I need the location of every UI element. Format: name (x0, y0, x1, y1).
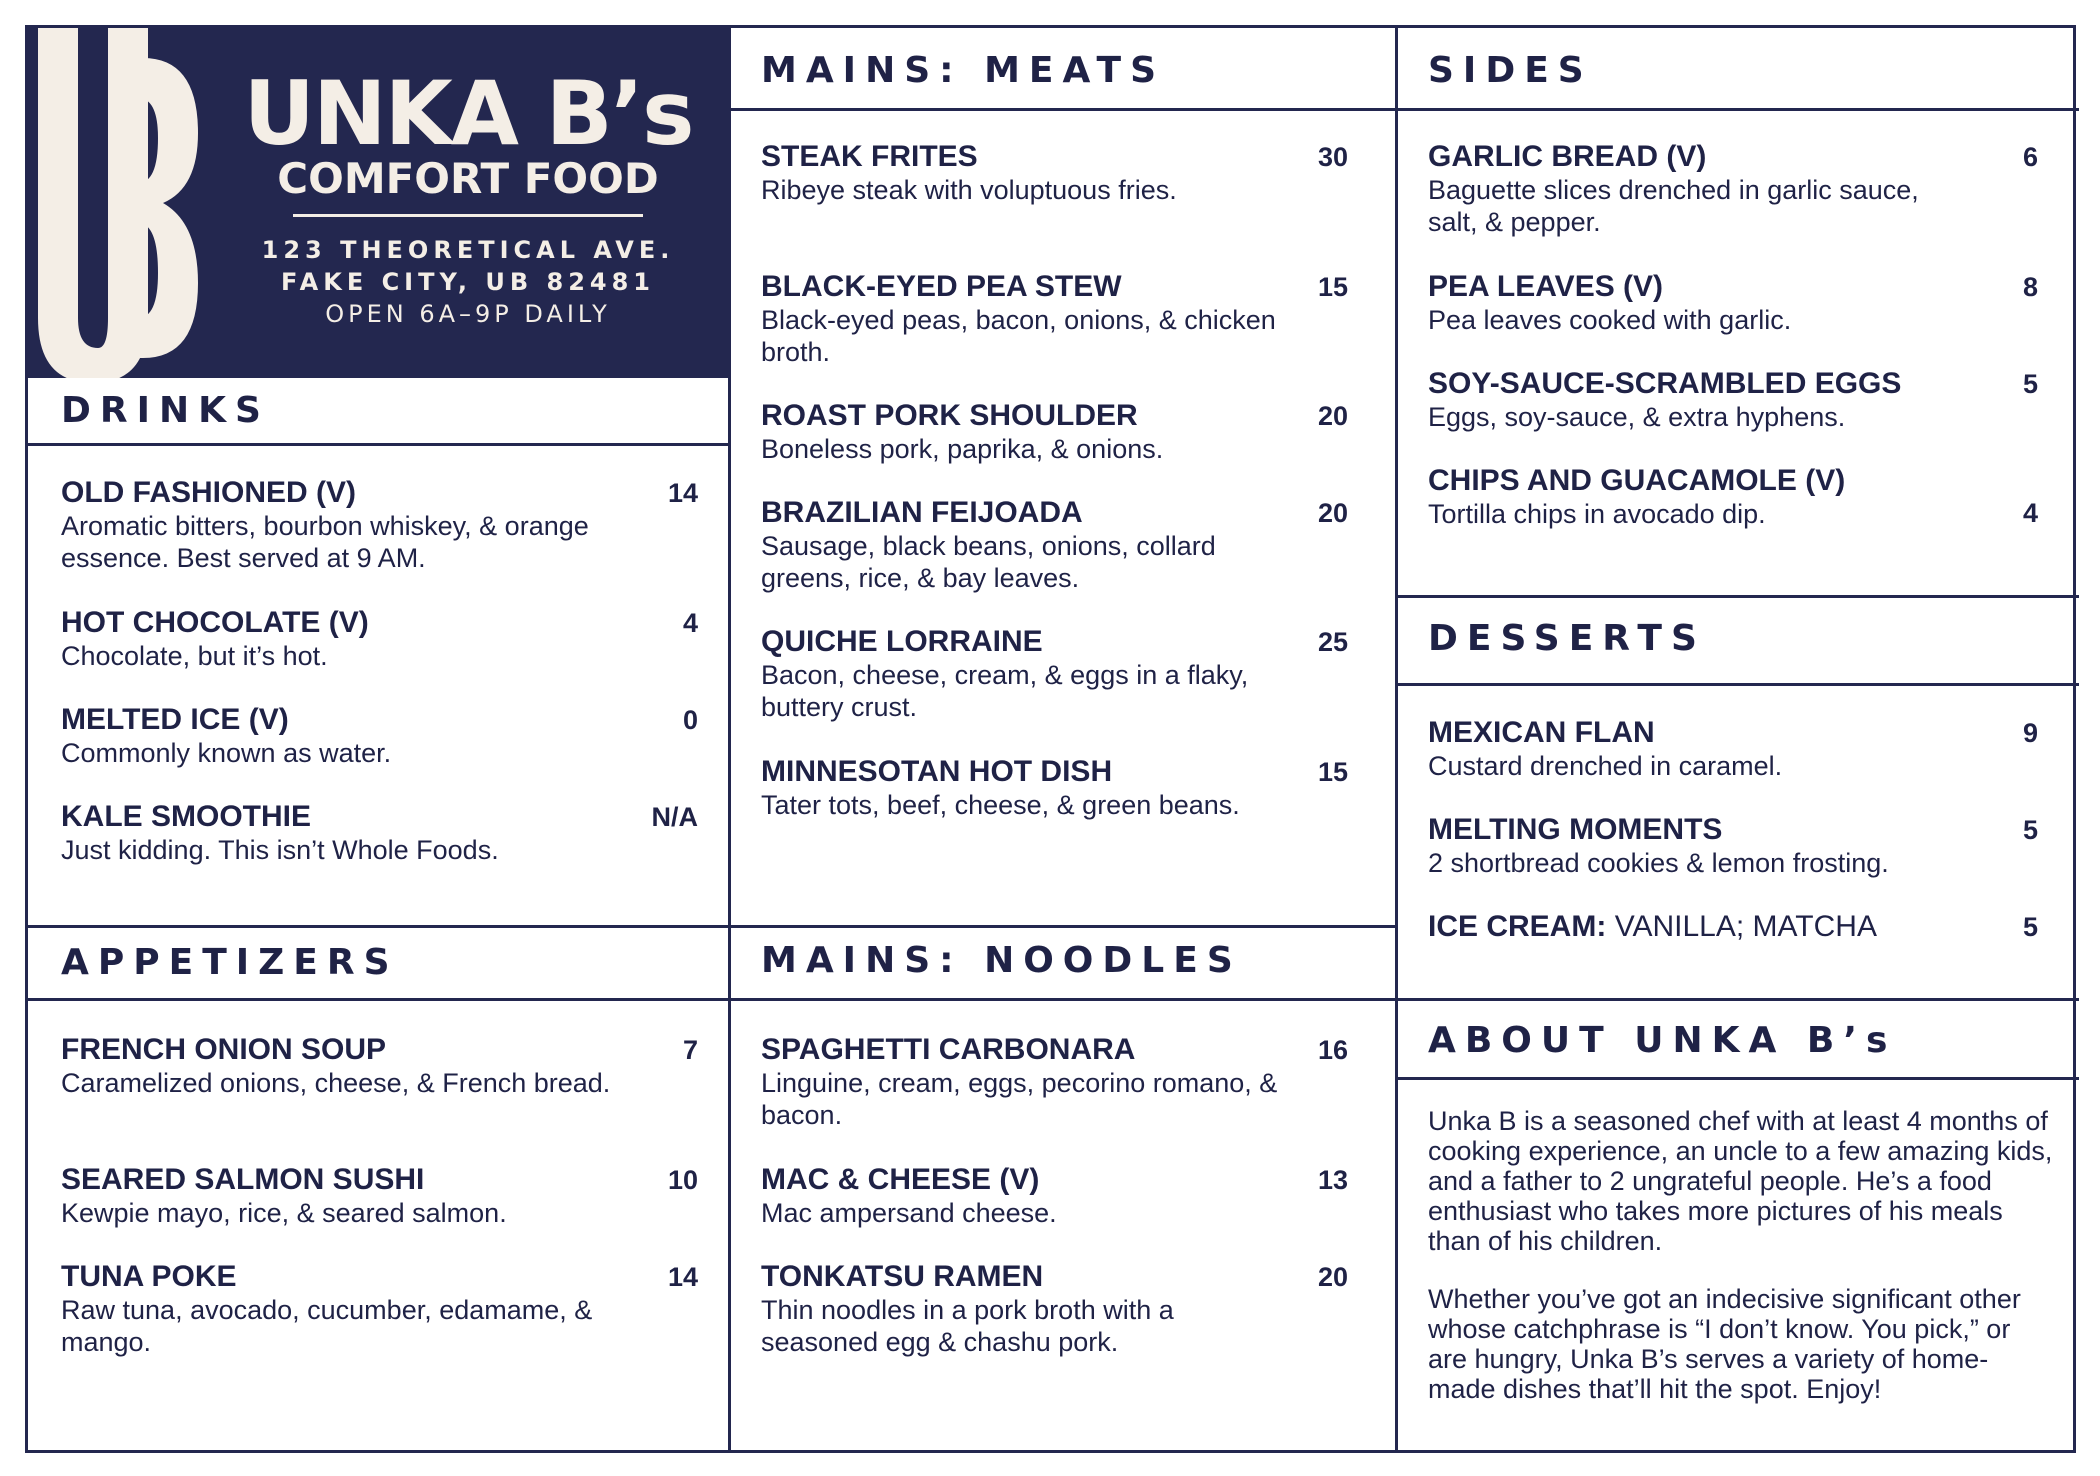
item-price: 5 (2022, 815, 2038, 845)
menu-item (761, 399, 1291, 465)
item-description: Thin noodles in a pork broth with a seasoned egg & chashu pork. (761, 1295, 1174, 1357)
item-name: SOY-SAUCE-SCRAMBLED EGGS (1428, 367, 1902, 400)
item-name: MELTING MOMENTS (1428, 813, 1723, 846)
menu-item (1428, 813, 1948, 879)
item-description: Tater tots, beef, cheese, & green beans. (761, 790, 1240, 820)
item-name: PEA LEAVES (V) (1428, 270, 1664, 303)
column-divider (728, 28, 731, 1450)
menu-item (61, 1163, 621, 1229)
menu-item (761, 140, 1291, 206)
item-name: FRENCH ONION SOUP (61, 1033, 387, 1066)
item-price: 15 (1317, 272, 1348, 302)
address-line-1: 123 THEORETICAL AVE. (261, 236, 675, 264)
item-price: 5 (2022, 369, 2038, 399)
item-description: Aromatic bitters, bourbon whiskey, & orange essence. Best served at 9 AM. (61, 511, 589, 573)
menu-item (61, 1260, 621, 1358)
item-description: Black-eyed peas, bacon, onions, & chicken broth. (761, 305, 1276, 367)
item-name: OLD FASHIONED (V) (61, 476, 357, 509)
menu-item (1428, 140, 1948, 238)
menu-item (761, 1163, 1291, 1229)
section-title-drinks: DRINKS (61, 390, 270, 431)
menu-item (1428, 270, 1948, 336)
item-description: Pea leaves cooked with garlic. (1428, 305, 1792, 335)
menu-item (61, 1033, 621, 1099)
item-name: MEXICAN FLAN (1428, 716, 1655, 749)
restaurant-name: UNKA B’s (243, 62, 693, 165)
item-price: 20 (1317, 401, 1348, 431)
item-description: Boneless pork, paprika, & onions. (761, 434, 1164, 464)
menu-item (761, 755, 1291, 821)
item-description: Ribeye steak with voluptuous fries. (761, 175, 1177, 205)
section-divider (1395, 1077, 2079, 1080)
section-divider (28, 925, 1395, 928)
item-name: HOT CHOCOLATE (V) (61, 606, 369, 639)
section-title-about: ABOUT UNKA B’s (1428, 1020, 1897, 1061)
section-divider (1395, 595, 2079, 598)
menu-item (1428, 464, 1948, 530)
about-text (1428, 1106, 2053, 1432)
section-title-sides: SIDES (1428, 50, 1593, 91)
menu-item (761, 625, 1291, 723)
item-price: 5 (2022, 912, 2038, 942)
item-name: QUICHE LORRAINE (761, 625, 1043, 658)
item-price: 13 (1317, 1165, 1348, 1195)
item-price: 20 (1317, 498, 1348, 528)
item-description: Baguette slices drenched in garlic sauce, salt, & pepper. (1428, 175, 1919, 237)
item-price: 25 (1317, 627, 1348, 657)
address-line-2: FAKE CITY, UB 82481 (281, 268, 655, 296)
menu-item (1428, 367, 1948, 433)
section-divider (1395, 108, 2079, 111)
item-name: MELTED ICE (V) (61, 703, 289, 736)
menu-item (1428, 910, 1948, 944)
item-name: TONKATSU RAMEN (761, 1260, 1044, 1293)
section-title-appetizers: APPETIZERS (61, 942, 399, 983)
item-description: Chocolate, but it’s hot. (61, 641, 328, 671)
opening-hours: OPEN 6A–9P DAILY (325, 300, 611, 328)
menu-board (25, 25, 2076, 1453)
item-description: Bacon, cheese, cream, & eggs in a flaky, buttery crust. (761, 660, 1249, 722)
section-divider (28, 443, 728, 446)
item-name: GARLIC BREAD (V) (1428, 140, 1707, 173)
item-price: 0 (682, 705, 698, 735)
ub-monogram-icon (38, 28, 198, 378)
restaurant-tagline: COMFORT FOOD (277, 154, 659, 203)
item-price: 14 (667, 1262, 698, 1292)
item-name: STEAK FRITES (761, 140, 978, 173)
item-name: BLACK-EYED PEA STEW (761, 270, 1122, 303)
item-name: SEARED SALMON SUSHI (61, 1163, 425, 1196)
item-name: MINNESOTAN HOT DISH (761, 755, 1113, 788)
item-description: 2 shortbread cookies & lemon frosting. (1428, 848, 1889, 878)
item-description: Mac ampersand cheese. (761, 1198, 1057, 1228)
item-description: Sausage, black beans, onions, collard greens, rice, & bay leaves. (761, 531, 1216, 593)
menu-item (761, 1033, 1291, 1131)
brand-divider (293, 214, 643, 217)
section-title-mains-meats: MAINS: MEATS (761, 50, 1166, 91)
item-name: BRAZILIAN FEIJOADA (761, 496, 1083, 529)
item-price: 20 (1317, 1262, 1348, 1292)
item-price: 7 (682, 1035, 698, 1065)
item-description: Linguine, cream, eggs, pecorino romano, & bacon. (761, 1068, 1278, 1130)
item-description: Kewpie mayo, rice, & seared salmon. (61, 1198, 507, 1228)
item-description: Caramelized onions, cheese, & French bread. (61, 1068, 611, 1098)
item-price: 16 (1317, 1035, 1348, 1065)
item-description: Tortilla chips in avocado dip. (1428, 499, 1766, 529)
item-price: 4 (2022, 498, 2038, 528)
menu-item (761, 496, 1291, 594)
item-price: 4 (682, 608, 698, 638)
about-paragraph: Whether you’ve got an indecisive significant other whose catchphrase is “I don’t know. You pick,” or are hungry, Unka B’s serves a variety of home-made dishes that’ll hit the spot. Enjoy! (1428, 1284, 2021, 1404)
brand-header (28, 28, 728, 378)
menu-item (61, 703, 621, 769)
menu-item (61, 606, 621, 672)
item-description: Just kidding. This isn’t Whole Foods. (61, 835, 499, 865)
section-title-desserts: DESSERTS (1428, 618, 1706, 659)
about-paragraph: Unka B is a seasoned chef with at least 4 months of cooking experience, an uncle to a few amazing kids, and a father to 2 ungrateful people. He’s a food enthusiast who takes more pictures of his meals than of his children. (1428, 1106, 2053, 1256)
item-description: Raw tuna, avocado, cucumber, edamame, & mango. (61, 1295, 593, 1357)
item-description: Eggs, soy-sauce, & extra hyphens. (1428, 402, 1846, 432)
item-name: ROAST PORK SHOULDER (761, 399, 1138, 432)
menu-item (761, 1260, 1291, 1358)
column-divider (1395, 28, 1398, 1450)
item-name: MAC & CHEESE (V) (761, 1163, 1040, 1196)
item-name: SPAGHETTI CARBONARA (761, 1033, 1136, 1066)
item-name: KALE SMOOTHIE (61, 800, 312, 833)
section-divider (28, 998, 2079, 1001)
section-title-mains-noodles: MAINS: NOODLES (761, 940, 1242, 981)
item-price: N/A (651, 802, 698, 832)
menu-item (61, 476, 621, 574)
item-price: 14 (667, 478, 698, 508)
item-name-label: ICE CREAM: (1428, 910, 1607, 943)
item-price: 9 (2022, 718, 2038, 748)
item-price: 30 (1317, 142, 1348, 172)
item-flavors: VANILLA; MATCHA (1614, 910, 1877, 943)
section-divider (1395, 683, 2079, 686)
item-price: 15 (1317, 757, 1348, 787)
item-price: 6 (2022, 142, 2038, 172)
item-name: CHIPS AND GUACAMOLE (V) (1428, 464, 1846, 497)
item-name (1428, 910, 1948, 944)
item-description: Commonly known as water. (61, 738, 392, 768)
item-price: 8 (2022, 272, 2038, 302)
menu-item (61, 800, 621, 866)
section-divider (728, 108, 1395, 111)
menu-item (761, 270, 1291, 368)
item-description: Custard drenched in caramel. (1428, 751, 1783, 781)
menu-item (1428, 716, 1948, 782)
item-price: 10 (667, 1165, 698, 1195)
item-name: TUNA POKE (61, 1260, 237, 1293)
